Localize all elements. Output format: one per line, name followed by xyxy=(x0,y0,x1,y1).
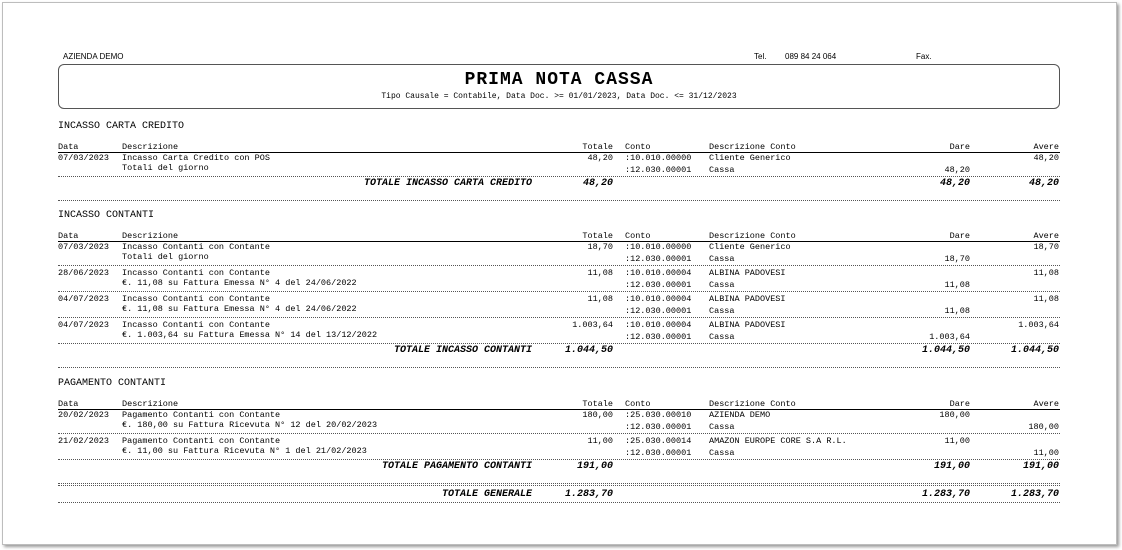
section-total-label: TOTALE INCASSO CARTA CREDITO xyxy=(363,178,532,189)
entry-conto: :12.030.00001 xyxy=(625,448,692,458)
entry-conto: :12.030.00001 xyxy=(625,254,692,264)
entry-separator xyxy=(58,176,1060,177)
section-total-label: TOTALE INCASSO CONTANTI xyxy=(393,345,532,356)
entry-description: Incasso Contanti con Contante xyxy=(122,268,270,278)
col-header-descrizione: Descrizione xyxy=(122,142,179,152)
entry-totale: 48,20 xyxy=(587,153,613,163)
entry-description-detail: Totali del giorno xyxy=(122,252,209,262)
report-title-box xyxy=(58,64,1060,109)
entry-separator xyxy=(58,459,1060,460)
entry-avere: 1.003,64 xyxy=(1018,320,1059,330)
entry-conto: :25.030.00010 xyxy=(625,410,692,420)
entry-dare: 1.003,64 xyxy=(929,332,970,342)
entry-avere: 48,20 xyxy=(1033,153,1059,163)
entry-description-detail: Totali del giorno xyxy=(122,163,209,173)
entry-totale: 11,08 xyxy=(587,268,613,278)
entry-avere: 180,00 xyxy=(1028,422,1059,432)
section-end-separator xyxy=(58,200,1060,201)
entry-separator xyxy=(58,317,1060,318)
tel-value: 089 84 24 064 xyxy=(785,52,837,61)
entry-separator xyxy=(58,433,1060,434)
col-header-descrizione: Descrizione xyxy=(122,399,179,409)
col-header-descrizione-conto: Descrizione Conto xyxy=(709,399,796,409)
entry-description: Incasso Contanti con Contante xyxy=(122,294,270,304)
entry-conto: :10.010.00004 xyxy=(625,320,692,330)
section-title: INCASSO CARTA CREDITO xyxy=(58,121,185,132)
entry-description: Incasso Contanti con Contante xyxy=(122,320,270,330)
report-filter: Tipo Causale = Contabile, Data Doc. >= 01/01/2023, Data Doc. <= 31/12/2023 xyxy=(381,92,737,101)
col-header-conto: Conto xyxy=(625,231,651,241)
entry-descrizione-conto: Cassa xyxy=(709,280,735,290)
section-end-separator xyxy=(58,483,1060,484)
fax-label: Fax. xyxy=(916,52,932,61)
section-title: INCASSO CONTANTI xyxy=(58,210,155,221)
col-header-totale: Totale xyxy=(582,142,613,152)
entry-description-detail: €. 180,00 su Fattura Ricevuta N° 12 del 20/02/2023 xyxy=(122,420,378,430)
col-header-data: Data xyxy=(58,231,79,241)
entry-date: 07/03/2023 xyxy=(58,153,110,163)
entry-dare: 18,70 xyxy=(944,254,970,264)
entry-descrizione-conto: AZIENDA DEMO xyxy=(709,410,771,420)
entry-totale: 11,00 xyxy=(587,436,613,446)
entry-description: Incasso Carta Credito con POS xyxy=(122,153,270,163)
entry-descrizione-conto: ALBINA PADOVESI xyxy=(709,320,786,330)
grand-total-avere: 1.283,70 xyxy=(1010,489,1059,500)
entry-descrizione-conto: Cliente Generico xyxy=(709,242,791,252)
section-total-avere: 48,20 xyxy=(1028,178,1059,189)
col-header-dare: Dare xyxy=(949,231,970,241)
entry-date: 04/07/2023 xyxy=(58,294,110,304)
entry-date: 28/06/2023 xyxy=(58,268,110,278)
entry-dare: 11,08 xyxy=(944,306,970,316)
entry-avere: 11,00 xyxy=(1033,448,1059,458)
col-header-descrizione-conto: Descrizione Conto xyxy=(709,142,796,152)
entry-descrizione-conto: Cassa xyxy=(709,254,735,264)
grand-total-totale: 1.283,70 xyxy=(564,489,613,500)
entry-description-detail: €. 1.003,64 su Fattura Emessa N° 14 del 13/12/2022 xyxy=(122,330,378,340)
col-header-descrizione-conto: Descrizione Conto xyxy=(709,231,796,241)
entry-dare: 48,20 xyxy=(944,165,970,175)
section-total-dare: 191,00 xyxy=(933,461,970,472)
entry-totale: 18,70 xyxy=(587,242,613,252)
entry-conto: :12.030.00001 xyxy=(625,280,692,290)
tel-label: Tel. xyxy=(754,52,767,61)
col-header-data: Data xyxy=(58,399,79,409)
entry-separator xyxy=(58,265,1060,266)
entry-description: Pagamento Contanti con Contante xyxy=(122,410,281,420)
entry-description-detail: €. 11,08 su Fattura Emessa N° 4 del 24/06/2022 xyxy=(122,304,357,314)
entry-avere: 11,08 xyxy=(1033,268,1059,278)
entry-date: 20/02/2023 xyxy=(58,410,110,420)
entry-description-detail: €. 11,00 su Fattura Ricevuta N° 1 del 21/02/2023 xyxy=(122,446,367,456)
grand-total-label: TOTALE GENERALE xyxy=(441,489,532,500)
col-header-totale: Totale xyxy=(582,399,613,409)
entry-description: Pagamento Contanti con Contante xyxy=(122,436,281,446)
entry-conto: :12.030.00001 xyxy=(625,165,692,175)
entry-descrizione-conto: AMAZON EUROPE CORE S.A R.L. xyxy=(709,436,847,446)
section-total-totale: 48,20 xyxy=(582,178,613,189)
col-header-dare: Dare xyxy=(949,399,970,409)
grand-total-bottom-rule xyxy=(58,502,1060,503)
entry-descrizione-conto: Cassa xyxy=(709,306,735,316)
entry-totale: 1.003,64 xyxy=(572,320,613,330)
entry-date: 04/07/2023 xyxy=(58,320,110,330)
entry-descrizione-conto: Cassa xyxy=(709,165,735,175)
entry-date: 07/03/2023 xyxy=(58,242,110,252)
entry-descrizione-conto: Cassa xyxy=(709,332,735,342)
entry-conto: :10.010.00004 xyxy=(625,268,692,278)
entry-dare: 11,08 xyxy=(944,280,970,290)
section-total-dare: 1.044,50 xyxy=(921,345,970,356)
entry-conto: :10.010.00000 xyxy=(625,153,692,163)
entry-descrizione-conto: ALBINA PADOVESI xyxy=(709,294,786,304)
section-total-dare: 48,20 xyxy=(939,178,970,189)
entry-conto: :10.010.00000 xyxy=(625,242,692,252)
entry-dare: 11,00 xyxy=(944,436,970,446)
col-header-dare: Dare xyxy=(949,142,970,152)
col-header-conto: Conto xyxy=(625,399,651,409)
entry-conto: :12.030.00001 xyxy=(625,332,692,342)
section-total-avere: 191,00 xyxy=(1022,461,1059,472)
col-header-descrizione: Descrizione xyxy=(122,231,179,241)
entry-dare: 180,00 xyxy=(939,410,970,420)
section-end-separator xyxy=(58,367,1060,368)
col-header-avere: Avere xyxy=(1033,399,1059,409)
entry-descrizione-conto: Cliente Generico xyxy=(709,153,791,163)
section-total-totale: 1.044,50 xyxy=(564,345,613,356)
entry-conto: :12.030.00001 xyxy=(625,306,692,316)
col-header-conto: Conto xyxy=(625,142,651,152)
section-total-avere: 1.044,50 xyxy=(1010,345,1059,356)
col-header-totale: Totale xyxy=(582,231,613,241)
col-header-avere: Avere xyxy=(1033,231,1059,241)
section-title: PAGAMENTO CONTANTI xyxy=(58,378,167,389)
col-header-avere: Avere xyxy=(1033,142,1059,152)
entry-descrizione-conto: Cassa xyxy=(709,422,735,432)
grand-total-dare: 1.283,70 xyxy=(921,489,970,500)
entry-separator xyxy=(58,343,1060,344)
entry-avere: 11,08 xyxy=(1033,294,1059,304)
company-name: AZIENDA DEMO xyxy=(63,52,124,61)
section-total-label: TOTALE PAGAMENTO CONTANTI xyxy=(381,461,532,472)
entry-separator xyxy=(58,291,1060,292)
entry-conto: :12.030.00001 xyxy=(625,422,692,432)
report-title: PRIMA NOTA CASSA xyxy=(464,70,654,90)
section-total-totale: 191,00 xyxy=(576,461,613,472)
entry-totale: 11,08 xyxy=(587,294,613,304)
col-header-data: Data xyxy=(58,142,79,152)
entry-description: Incasso Contanti con Contante xyxy=(122,242,270,252)
grand-total-separator xyxy=(58,485,1060,486)
entry-description-detail: €. 11,08 su Fattura Emessa N° 4 del 24/06/2022 xyxy=(122,278,357,288)
entry-descrizione-conto: Cassa xyxy=(709,448,735,458)
entry-totale: 180,00 xyxy=(582,410,613,420)
entry-avere: 18,70 xyxy=(1033,242,1059,252)
entry-conto: :10.010.00004 xyxy=(625,294,692,304)
entry-descrizione-conto: ALBINA PADOVESI xyxy=(709,268,786,278)
entry-conto: :25.030.00014 xyxy=(625,436,692,446)
entry-date: 21/02/2023 xyxy=(58,436,110,446)
